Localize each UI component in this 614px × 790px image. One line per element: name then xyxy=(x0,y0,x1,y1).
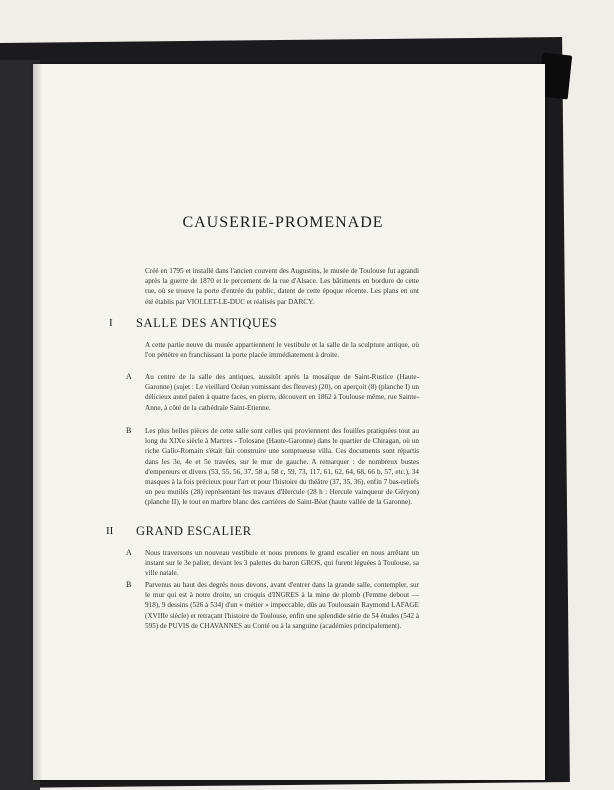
page-title: CAUSERIE-PROMENADE xyxy=(182,214,384,231)
item-paragraph: Nous traversons un nouveau vestibule et nous prenons le grand escalier en nous arrêtant un instant sur le 3e palier, devant les 3 palettes du baron GROS, qui furent léguées à Toulouse, sa ville natale. xyxy=(145,549,419,578)
section-title: SALLE DES ANTIQUES xyxy=(136,316,278,330)
section-numeral: I xyxy=(109,317,113,329)
item-letter: A xyxy=(126,548,132,557)
item-paragraph: Parvenus au haut des degrés nous devons, avant d'entrer dans la grande salle, contempler, sur le mur qui est à notre droite, un croquis d'INGRES à la mine de plomb (Femme debout — 918), 9 dessins (526 à 534) d'un « métier » impeccable, dûs au Toulousain Raymond LAFAGE (XVIIIe siècle) et retraçant l'histoire de Toulouse, enfin une splendide série de 54 études (542 à 595) de PUVIS de CHAVANNES au Conté ou à la sanguine (académies principalement). xyxy=(145,581,419,630)
item-paragraph: Les plus belles pièces de cette salle sont celles qui proviennent des fouilles pratiquées tout au long du XIXe siècle à Martres - Tolosane (Haute-Garonne) dans le quartier de Chiragan, où un riche Gallo-Romain s'était fait construire une somptueuse villa. Ces documents sont répartis dans les 3e, 4e et 5e travées, sur le mur de gauche. A remarquer : de nombreux bustes d'empereurs et divers (53, 55, 56, 37, 58 a, 58 c, 59, 73, 117, 61, 62, 64, 68, 66 b, 57, etc.), 34 masques à la fois précieux pour l'art et pour l'histoire du théâtre (37, 35, 36), enfin 7 bas-reliefs un peu mutilés (28) représentant les travaux d'Hercule (28 h : Hercule vainqueur de Géryon) (planche II), le tout en marbre blanc des carrières de Saint-Béat (haute vallée de la Garonne). xyxy=(145,427,419,507)
section-title: GRAND ESCALIER xyxy=(136,524,252,538)
item-letter: A xyxy=(126,372,132,381)
item-letter: B xyxy=(126,580,132,589)
section-numeral: II xyxy=(106,525,114,537)
page-gutter-shadow xyxy=(33,64,43,780)
item-paragraph: Au centre de la salle des antiques, aussitôt après la mosaïque de Saint-Rustice (Haute-Garonne) (sujet : Le vieillard Océan vomissant des fleuves) (20), on aperçoit (8) (planche I) un délicieux autel païen à quatre faces, en pierre, découvert en 1862 à Toulouse même, rue Sainte-Anne, à côté de la cathédrale Saint-Etienne. xyxy=(145,373,419,412)
book-page xyxy=(33,64,545,780)
section-intro: A cette partie neuve du musée appartiennent le vestibule et la salle de la sculpture antique, où l'on pénètre en franchissant la porte placée immédiatement à droite. xyxy=(145,341,419,360)
intro-paragraph: Créé en 1795 et installé dans l'ancien couvent des Augustins, le musée de Toulouse fut agrandi après la guerre de 1870 et le percement de la rue d'Alsace. Les bâtiments en bordure de cette rue, où se trouve la porte d'entrée du public, datent de cette époque récente. Les plans en ont été établis par VIOLLET-LE-DUC et réalisés par DARCY. xyxy=(145,267,419,306)
item-letter: B xyxy=(126,426,132,435)
